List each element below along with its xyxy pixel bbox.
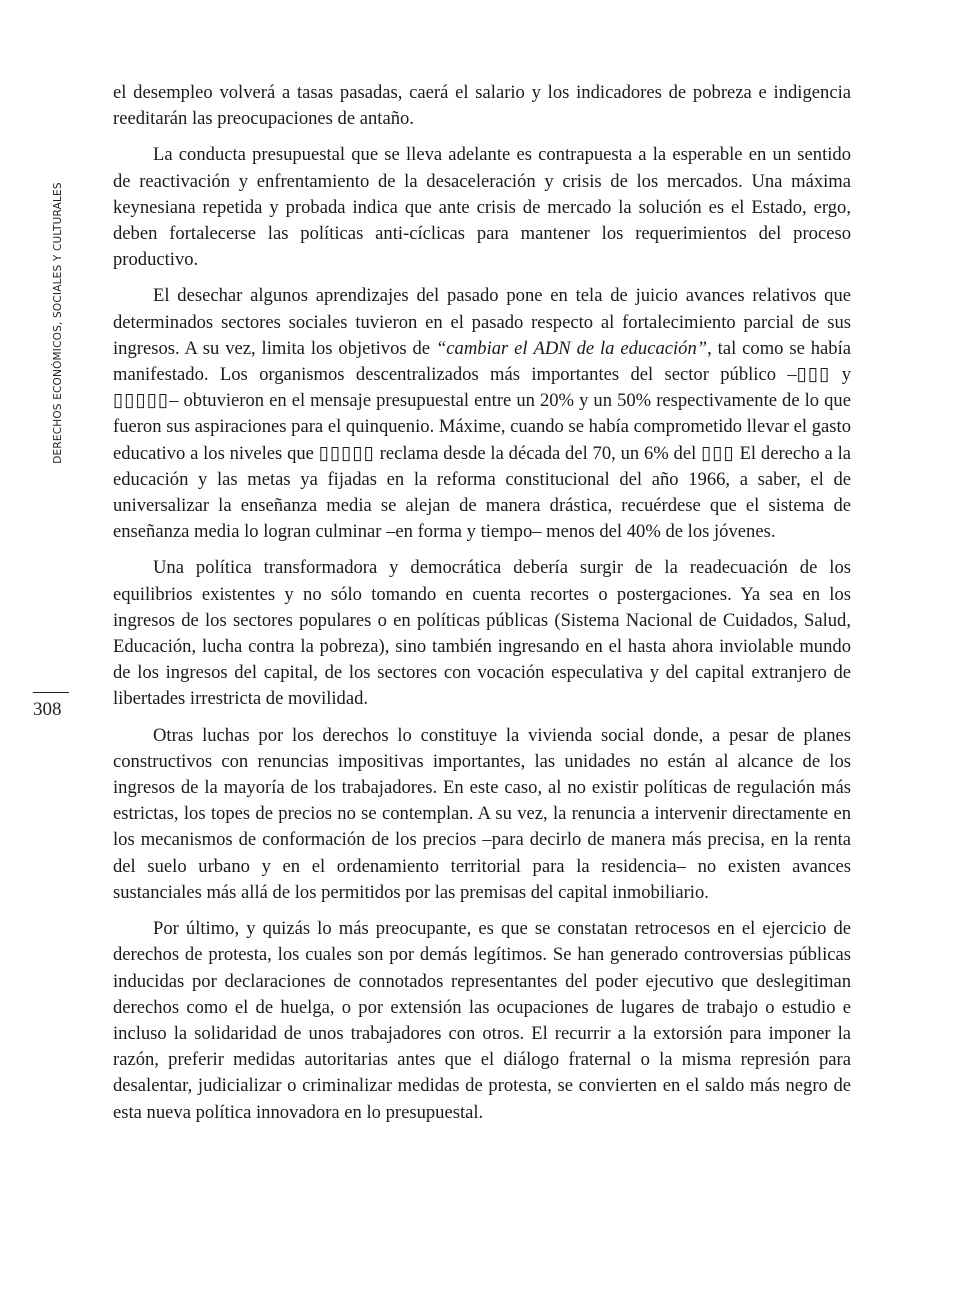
paragraph-3-text-e: reclama desde la década del 70, un 6% del	[374, 442, 702, 464]
missing-glyph-2: ▯▯▯▯▯	[113, 390, 170, 412]
page-number: 308	[33, 699, 62, 720]
body-text	[113, 80, 851, 1136]
paragraph-3-text-d: – obtuvieron en el mensaje presupuestal entre un 20% y un 50% respectivamente de lo que fueron sus aspiraciones para el quinquenio. Máxime, cuando se había comprometido llevar el gasto educativo a los niveles que	[113, 390, 851, 464]
paragraph-1: el desempleo volverá a tasas pasadas, caerá el salario y los indicadores de pobreza e indigencia reeditarán las preocupaciones de antaño.	[113, 82, 851, 130]
running-header: DERECHOS ECONÓMICOS, SOCIALES Y CULTURALES	[52, 182, 64, 464]
adn-quote-close: de la educación”	[570, 337, 708, 359]
paragraph-3	[113, 283, 851, 545]
adn-quote-open: “cambiar el	[435, 337, 534, 359]
paragraph-3-text-f: El derecho a la educación y las metas ya fijadas en la reforma constitucional del año 1966, a saber, el de universalizar la enseñanza media se alejan de manera drástica, recuérdese que el sistema de enseñanza media lo logran culminar –en forma y tiempo– menos del 40% de los jóvenes.	[113, 442, 851, 543]
paragraph-5: Otras luchas por los derechos lo constituye la vivienda social donde, a pesar de planes constructivos con renuncias impositivas importantes, las unidades no están al alcance de los ingresos de la mayoría de los trabajadores. En este caso, al no existir políticas de regulación más estrictas, los topes de precios no se contemplan. A su vez, la renuncia a intervenir directamente en los mecanismos de conformación de los precios –para decirlo de manera más precisa, en la renta del suelo urbano y en el ordenamiento territorial para la residencia– no existen avances sustanciales más allá de los permitidos por las premisas del capital inmobiliario.	[113, 724, 851, 903]
paragraph-6: Por último, y quizás lo más preocupante, es que se constatan retrocesos en el ejercicio de derechos de protesta, los cuales son por demás legítimos. Se han generado controversias públicas inducidas por declaraciones de connotados representantes del poder ejecutivo que deslegitiman derechos como el de huelga, o por extensión las ocupaciones de lugares de trabajo o estudio e incluso la solidaridad de unos trabajadores con otros. El recurrir a la extorsión para imponer la razón, preferir medidas autoritarias antes que el diálogo fraternal o la misma represión para desalentar, judicializar o criminalizar medidas de protesta, se convierten en el saldo más negro de esta nueva política innovadora en lo presupuestal.	[113, 918, 851, 1123]
page-number-rule	[33, 692, 69, 693]
paragraph-2: La conducta presupuestal que se lleva adelante es contrapuesta a la esperable en un sentido de reactivación y enfrentamiento de la desaceleración y crisis de los mercados. Una máxima keynesiana repetida y probada indica que ante crisis de mercado la solución es el Estado, ergo, deben fortalecerse las políticas anti-cíclicas para mantener los requerimientos del proceso productivo.	[113, 144, 851, 271]
adn-quote	[436, 338, 707, 359]
adn-acronym: ADN	[533, 337, 571, 359]
missing-glyph-3: ▯▯▯▯▯	[318, 442, 375, 464]
paragraph-3-text-a: El desechar algunos aprendizajes del pasado pone en tela de juicio avances relativos que determinados sectores sociales tuvieron en el pasado respecto al fortalecimiento parcial de sus ingresos. A su vez, limita los objetivos de	[113, 285, 851, 359]
missing-glyph-4: ▯▯▯	[701, 442, 735, 464]
missing-glyph-1: ▯▯▯	[796, 364, 831, 386]
paragraph-4: Una política transformadora y democrática debería surgir de la readecuación de los equilibrios existentes y no sólo tomando en cuenta recortes o postergaciones. Ya sea en los ingresos de los sectores populares o en políticas públicas (Sistema Nacional de Cuidados, Salud, Educación, lucha contra la pobreza), sino también ingresando en el hasta ahora inviolable mundo de los ingresos del capital, de los sectores con vocación especulativa y del capital extranjero de libertades irrestricta de movilidad.	[113, 557, 851, 710]
paragraph-3-text-b: , tal como se había manifestado. Los organismos descentralizados más importantes del sector público –	[113, 337, 852, 386]
paragraph-3-text-c: y	[830, 364, 851, 386]
